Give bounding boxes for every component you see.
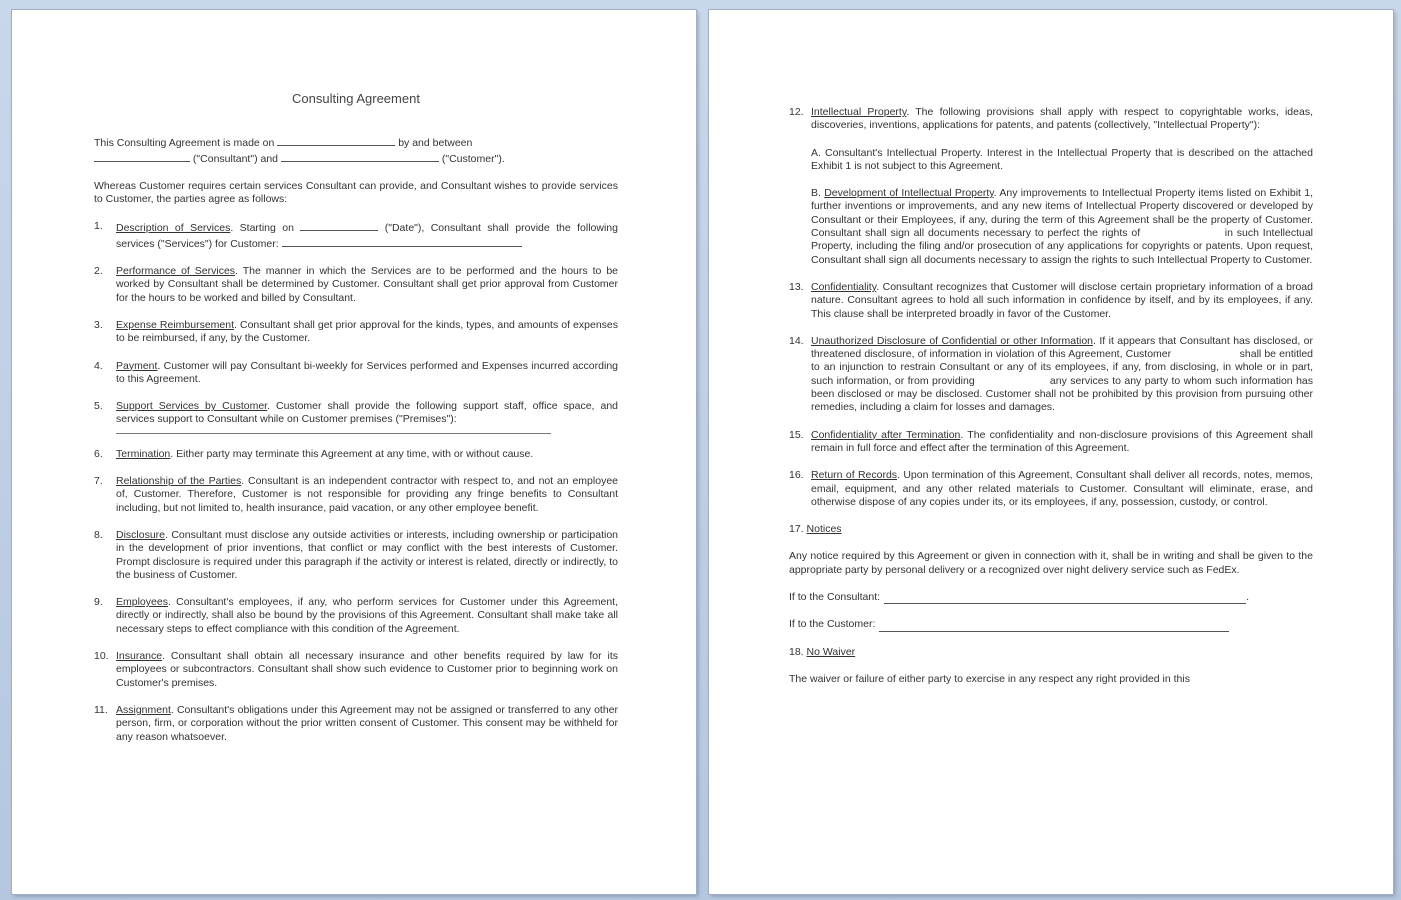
clause-body (811, 281, 1313, 321)
clause-text: . Starting on (230, 222, 294, 235)
clause-body (116, 319, 618, 346)
clause-heading: Payment (116, 359, 158, 372)
intro-paragraph (94, 135, 618, 166)
clause-text: ("Date"), Consultant shall provide the following services ("Services") for Customer: (116, 222, 618, 250)
clause-body (116, 529, 618, 582)
clause-number: 5. (94, 400, 103, 413)
clause-heading: Return of Records (811, 469, 898, 482)
subclause-text: . Any improvements to Intellectual Property items listed on Exhibit 1, further inventions or improvements, and any new items of Intellectual Property discovered or developed by Consultant or their Employees, if any, during the term of this Agreement shall be the property of Customer. Consultant shall sign all documents necessary to perfect the rights of in such Intellectual Property, including the filing and/or prosecution of any applications for copyrights or patents. Upon request, Consultant shall sign all documents necessary to assign the rights to such Intellectual Property to Customer. (811, 187, 1316, 266)
clause-item (789, 429, 1313, 456)
clause-item (789, 469, 1313, 509)
clause-text: . The confidentiality and non-disclosure provisions of this Agreement shall remain in full force and effect after the termination of this Agreement. (811, 428, 1313, 454)
clause-number: 6. (94, 447, 103, 460)
clause-heading: Performance of Services (116, 265, 236, 278)
customer-name-blank (281, 151, 439, 162)
clause-text: . Consultant shall obtain all necessary insurance and other benefits required by law for its employees or subcontractors. Consultant shall show such evidence to Customer prior to beginning work on Customer's premises. (116, 650, 618, 689)
clause-text: . Consultant shall get prior approval for the kinds, types, and amounts of expenses to be reimbursed, if any, by the Customer. (116, 318, 619, 345)
start-date-blank (300, 220, 378, 231)
clause-item (94, 360, 618, 387)
clause-heading: Disclosure (116, 528, 166, 541)
clause-item (94, 265, 618, 305)
clause-text: . The manner in which the Services are to be performed and the hours to be worked by Consultant shall be determined by Customer. Consultant shall get prior approval from Customer for the hours to be worked and billed by Consultant. (116, 265, 618, 304)
clause-number: 7. (94, 475, 103, 488)
services-blank (282, 236, 522, 247)
clause-body (116, 400, 618, 434)
clause-body (116, 448, 618, 461)
waiver-heading (789, 646, 1313, 659)
clause-text: . Either party may terminate this Agreement at any time, with or without cause. (170, 447, 534, 460)
clause-body (116, 220, 618, 251)
clause-body (116, 596, 618, 636)
clause-number: 4. (94, 359, 103, 372)
customer-notice-line (789, 618, 1313, 631)
clause-number: 13. (789, 280, 804, 293)
customer-address-blank (879, 621, 1229, 632)
clause-text: . Consultant recognizes that Customer will disclose certain proprietary information of a broad nature. Consultant agrees to hold all such information in confidence by itself, and by its employees, if any. This clause shall be interpreted broadly in favor of the Customer. (811, 280, 1313, 320)
clause-number: 12. (789, 106, 804, 118)
document-page-2 (709, 10, 1393, 894)
clause-heading: Unauthorized Disclosure of Confidential or other Information (811, 334, 1094, 347)
subclause-label: B. (811, 187, 821, 200)
intro-text: ("Consultant") and (192, 152, 279, 165)
clause-item (94, 448, 618, 461)
date-blank (277, 135, 395, 146)
clause-number: 10. (94, 650, 109, 663)
clause-item (94, 529, 618, 582)
clause-number: 11. (94, 703, 108, 716)
clause-heading: Termination (116, 447, 171, 460)
page-title: Consulting Agreement (292, 91, 420, 106)
notices-paragraph: Any notice required by this Agreement or given in connection with it, shall be in writing and shall be given to the appropriate party by personal delivery or a recognized over night delivery service such as FedEx. (789, 550, 1313, 576)
clause-heading: Expense Reimbursement (116, 318, 235, 331)
clause-body (811, 106, 1316, 267)
consultant-notice-line (789, 591, 1313, 604)
clause-item (789, 106, 1316, 267)
intro-text: ("Customer"). (441, 152, 505, 165)
clause-text: . Upon termination of this Agreement, Consultant shall deliver all records, notes, memos, email, equipment, and any other related materials to Customer. Consultant will eliminate, erase, and otherwise dispose of any copies under its, or its employees, if any, possession, custody, or control. (811, 469, 1313, 508)
clause-number: 9. (94, 596, 103, 609)
clause-text: . If it appears that Consultant has disclosed, or threatened disclosure, of information in violation of this Agreement, Customer shall be entitled to an injunction to restrain Consultant or any of its employees, if any, from disclosing, in whole or in part, such information, or from providing any services to any party to whom such information has been disclosed or may be disclosed. Customer shall not be prohibited by this provision from pursuing other remedies, including a claim for losses and damages. (811, 334, 1316, 414)
subclause-heading: Development of Intellectual Property (824, 187, 994, 200)
customer-notice-label: If to the Customer: (789, 618, 876, 631)
clause-number: 1. (94, 220, 103, 233)
clause-body (116, 650, 618, 690)
clause-text: . The following provisions shall apply with respect to copyrightable works, ideas, discoveries, inventions, applications for patents, and patents (collectively, "Intellectual Property"): (811, 106, 1313, 132)
clause-number: 8. (94, 528, 103, 541)
clause-item (789, 281, 1313, 321)
clause-text: . Customer will pay Consultant bi-weekly for Services performed and Expenses incurred according to this Agreement. (116, 359, 618, 385)
clause-item (94, 220, 618, 251)
clause-body (811, 469, 1313, 509)
clause-item (94, 596, 618, 636)
consultant-address-blank (884, 593, 1246, 604)
clause-heading: Notices (806, 523, 842, 536)
clause-body (116, 704, 618, 744)
clause-body (116, 360, 618, 387)
intro-text: This Consulting Agreement is made on (94, 137, 275, 150)
clause-body (811, 429, 1313, 456)
whereas-paragraph: Whereas Customer requires certain services Consultant can provide, and Consultant wishes to provide services to Customer, the parties agree as follows: (94, 179, 618, 206)
clause-text: . Consultant's obligations under this Agreement may not be assigned or transferred to any other person, firm, or corporation without the prior written consent of Customer. This consent may be withheld for any reason whatsoever. (116, 703, 618, 743)
clause-item (94, 475, 618, 515)
clause-item (94, 650, 618, 690)
clause-item (789, 334, 1316, 415)
clause-body (116, 475, 618, 515)
clause-heading: Intellectual Property (811, 106, 907, 118)
clause-heading: Support Services by Customer (116, 400, 268, 413)
document-page-1 (12, 10, 696, 894)
clause-number: 15. (789, 428, 804, 441)
consultant-notice-label: If to the Consultant: (789, 591, 881, 604)
clause-heading: Insurance (116, 650, 163, 663)
clause-heading: No Waiver (806, 645, 856, 658)
clause-text: . Consultant's employees, if any, who perform services for Customer under this Agreement, directly or indirectly, shall also be bound by the provisions of this Agreement. Consultant shall make take all necessary steps to effect compliance with this condition of the Agreement. (116, 596, 618, 635)
clause-number: 14. (789, 334, 804, 347)
subclause-a: A. Consultant's Intellectual Property. Interest in the Intellectual Property that is described on the attached Exhibit 1 is not subject to this Agreement. (811, 146, 1313, 172)
notices-heading (789, 523, 1313, 536)
clause-item (94, 319, 618, 346)
waiver-paragraph: The waiver or failure of either party to exercise in any respect any right provided in this (789, 672, 1190, 685)
subclause-b (811, 187, 1316, 267)
clause-heading: Employees (116, 596, 168, 609)
clause-heading: Description of Services (116, 222, 231, 235)
clause-heading: Relationship of the Parties (116, 475, 242, 488)
consultant-name-blank (94, 151, 190, 162)
intro-text: by and between (398, 137, 473, 150)
clause-body (116, 265, 618, 305)
clause-heading: Assignment (116, 703, 171, 716)
clause-number: 16. (789, 469, 804, 482)
clause-number: 18. (789, 645, 804, 658)
clause-number: 3. (94, 318, 103, 331)
clause-heading: Confidentiality after Termination (811, 428, 961, 441)
clause-item (94, 704, 618, 744)
clause-number: 2. (94, 265, 103, 278)
premises-blank-line (116, 433, 551, 434)
clause-text: . Customer shall provide the following support staff, office space, and services support to Consultant while on Customer premises ("Premises"): (116, 400, 618, 426)
clause-heading: Confidentiality (811, 280, 877, 293)
clause-body (811, 334, 1316, 415)
clause-text: . Consultant must disclose any outside activities or interests, including ownership or participation in the development of prior inventions, that conflict or may conflict with the best interests of Customer. Prompt disclosure is required under this paragraph if the activity or interest is related, directly or indirectly, to the business of Customer. (116, 528, 618, 581)
punctuation: . (1246, 591, 1249, 604)
clause-number: 17. (789, 523, 804, 536)
clause-text: . Consultant is an independent contractor with respect to, and not an employee of, Customer. Therefore, Customer is not responsible for providing any fringe benefits to Consultant including, but not limited to, health insurance, paid vacation, or any other employee benefit. (116, 475, 618, 514)
clause-item (94, 400, 618, 434)
